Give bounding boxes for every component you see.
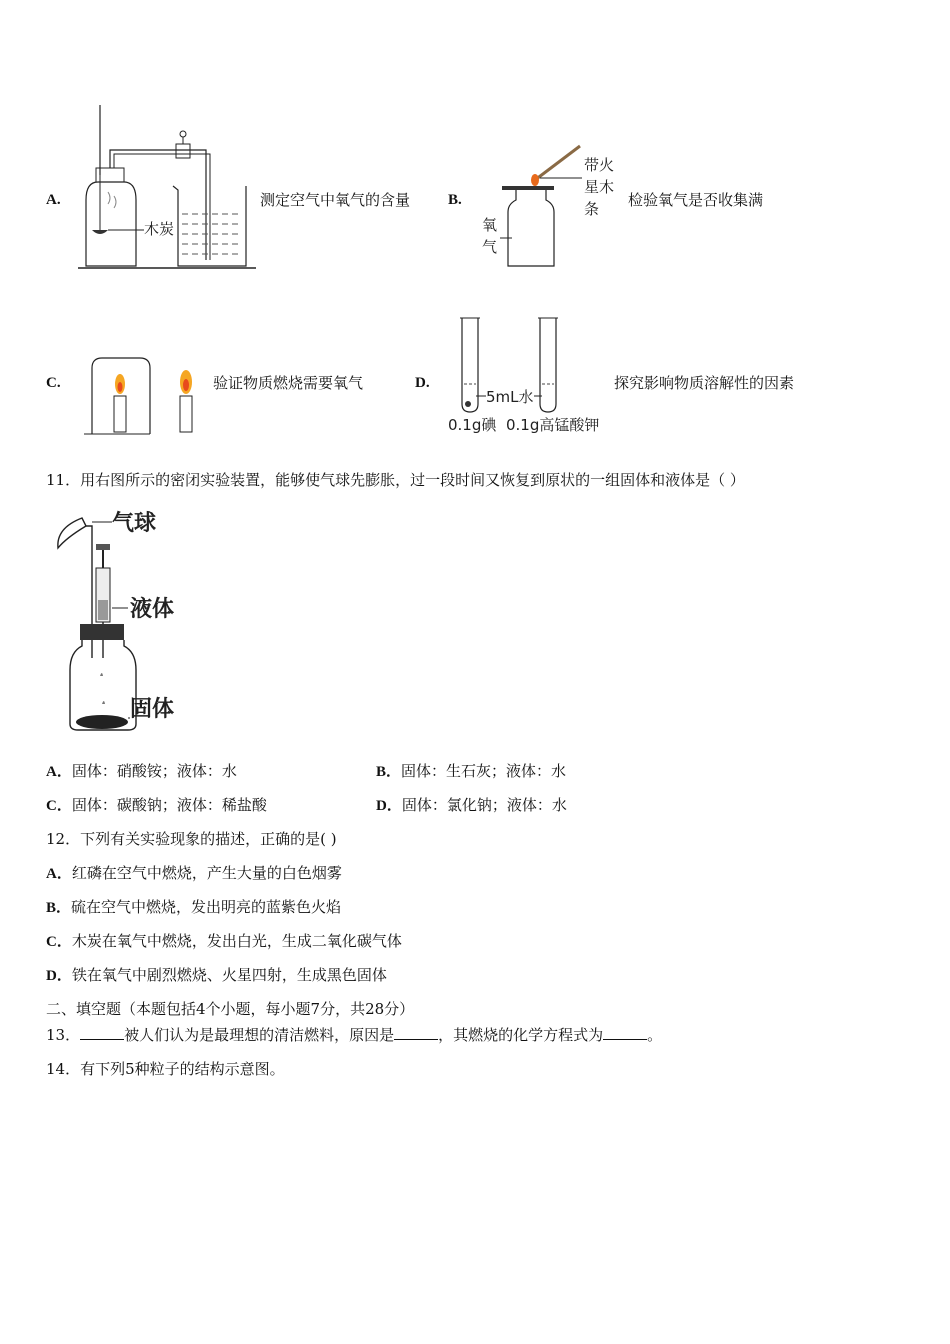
fig-b-gas-label-2: 气 bbox=[482, 238, 498, 256]
q12-option-d[interactable] bbox=[46, 965, 387, 986]
q13-text-1: 被人们认为是最理想的清洁燃料，原因是 bbox=[124, 1026, 395, 1044]
option-d-text: 探究影响物质溶解性的因素 bbox=[614, 374, 795, 392]
q11-option-c-label: C． bbox=[46, 798, 72, 814]
q11-option-b-text: 固体：生石灰；液体：水 bbox=[401, 762, 567, 780]
figure-a-oxygen-content-apparatus bbox=[78, 100, 258, 272]
q13-number: 13． bbox=[46, 1026, 81, 1044]
fig-q11-liquid-label: 液体 bbox=[130, 597, 175, 622]
fig-q11-balloon-label: 气球 bbox=[112, 511, 157, 536]
q13-text-3: 。 bbox=[647, 1026, 663, 1044]
option-a-label: A. bbox=[46, 192, 61, 208]
q11-option-a-label: A． bbox=[46, 764, 72, 780]
q12-option-d-text: 铁在氧气中剧烈燃烧、火星四射，生成黑色固体 bbox=[71, 966, 387, 984]
option-c-label: C. bbox=[46, 375, 61, 391]
q12-option-d-label: D． bbox=[46, 968, 72, 984]
q12-option-b-text: 硫在空气中燃烧，发出明亮的蓝紫色火焰 bbox=[71, 898, 342, 916]
q12-option-b-label: B． bbox=[46, 900, 72, 916]
fig-d-kmno4-label: 0.1g高锰酸钾 bbox=[506, 416, 600, 434]
option-b-label: B. bbox=[448, 192, 462, 208]
fig-b-stick-label-2: 星木 bbox=[584, 178, 615, 196]
fig-b-gas-label-1: 氧 bbox=[482, 216, 498, 234]
q12-option-c-label: C． bbox=[46, 934, 72, 950]
fig-b-stick-label-3: 条 bbox=[584, 200, 600, 218]
q12-stem: 12．下列有关实验现象的描述，正确的是( ) bbox=[46, 830, 337, 848]
fig-q11-solid-label: 固体 bbox=[130, 697, 175, 722]
q12-option-c-text: 木炭在氧气中燃烧，发出白光，生成二氧化碳气体 bbox=[71, 932, 402, 950]
figure-q11-balloon-apparatus bbox=[52, 508, 202, 734]
q13-blank-1[interactable] bbox=[80, 1025, 124, 1040]
option-b-text: 检验氧气是否收集满 bbox=[628, 191, 764, 209]
q11-option-c[interactable] bbox=[46, 795, 267, 816]
q14-stem: 14．有下列5种粒子的结构示意图。 bbox=[46, 1060, 285, 1078]
q13-blank-2[interactable] bbox=[394, 1025, 438, 1040]
q11-option-d-label: D． bbox=[376, 798, 402, 814]
q11-option-c-text: 固体：碳酸钠；液体：稀盐酸 bbox=[71, 796, 267, 814]
q11-option-d[interactable] bbox=[376, 795, 567, 816]
q13-text-2: ，其燃烧的化学方程式为 bbox=[438, 1026, 604, 1044]
option-d-label: D. bbox=[415, 375, 430, 391]
q12-option-a-text: 红磷在空气中燃烧，产生大量的白色烟雾 bbox=[71, 864, 342, 882]
figure-c-candle-combustion bbox=[80, 354, 210, 436]
fig-d-water-label: 5mL水 bbox=[486, 388, 534, 406]
q12-option-a-label: A． bbox=[46, 866, 72, 882]
q12-option-a[interactable] bbox=[46, 863, 342, 884]
option-a-text: 测定空气中氧气的含量 bbox=[260, 191, 411, 209]
q11-option-b[interactable] bbox=[376, 761, 566, 782]
fig-a-charcoal-label: 木炭 bbox=[144, 220, 175, 238]
q12-option-b[interactable] bbox=[46, 897, 341, 918]
q11-option-a[interactable] bbox=[46, 761, 237, 782]
option-c-text: 验证物质燃烧需要氧气 bbox=[213, 374, 364, 392]
fig-b-stick-label-1: 带火 bbox=[584, 156, 615, 174]
q11-option-b-label: B． bbox=[376, 764, 402, 780]
fig-d-iodine-label: 0.1g碘 bbox=[448, 416, 497, 434]
figure-b-oxygen-full-test bbox=[480, 140, 625, 272]
figure-d-solubility-tubes bbox=[446, 312, 616, 438]
q11-option-d-text: 固体：氯化钠；液体：水 bbox=[401, 796, 567, 814]
section-heading: 二、填空题（本题包括4个小题，每小题7分，共28分） bbox=[46, 1000, 415, 1018]
q11-option-a-text: 固体：硝酸铵；液体：水 bbox=[71, 762, 237, 780]
q13-blank-3[interactable] bbox=[603, 1025, 647, 1040]
q12-option-c[interactable] bbox=[46, 931, 402, 952]
q11-stem: 11．用右图所示的密闭实验装置，能够使气球先膨胀，过一段时间又恢复到原状的一组固体和液体是（ ） bbox=[46, 471, 745, 489]
q13-line bbox=[46, 1025, 662, 1045]
